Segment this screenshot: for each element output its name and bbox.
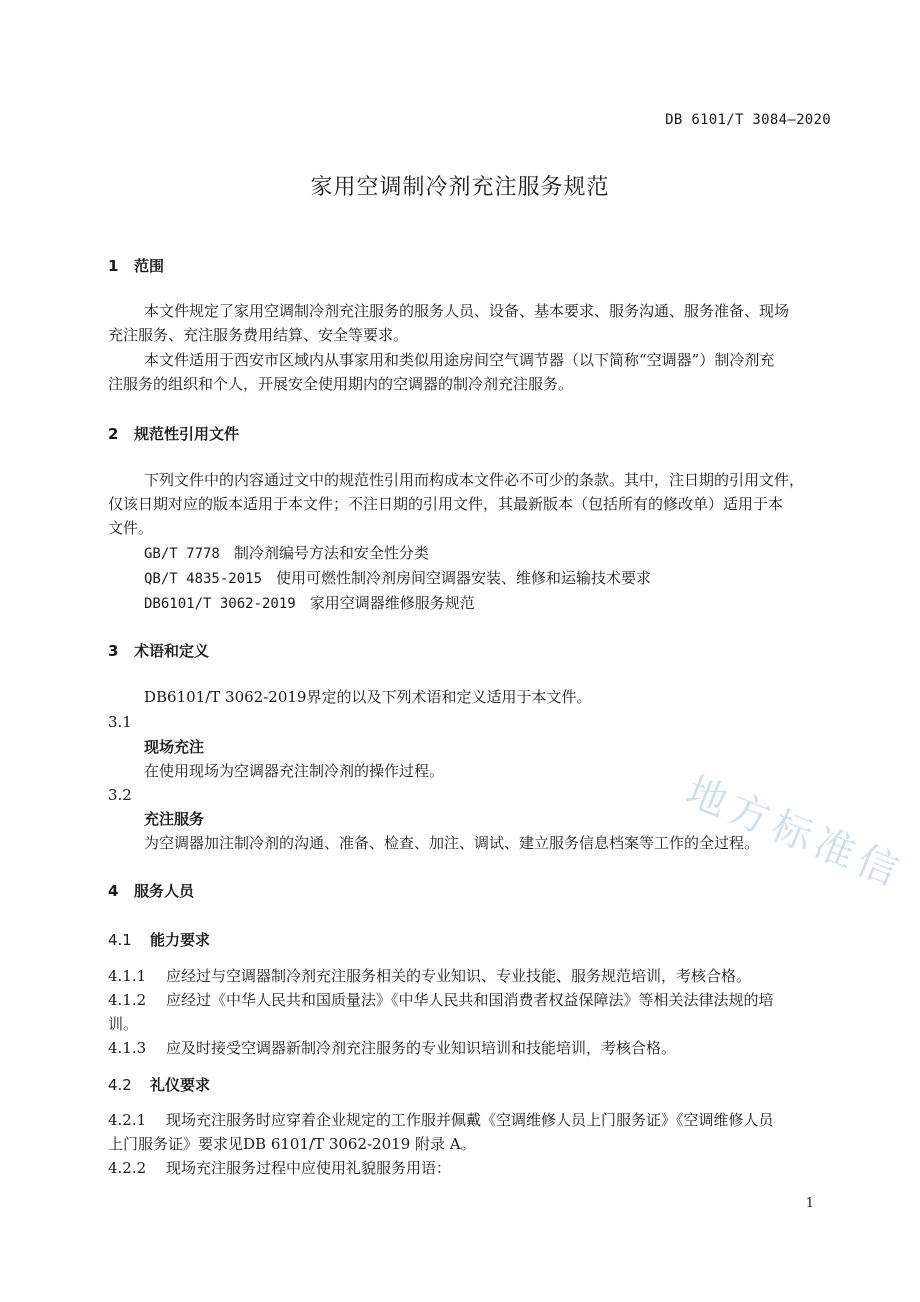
term-definition: 在使用现场为空调器充注制冷剂的操作过程。 (144, 762, 445, 780)
section-number: 3 (108, 642, 119, 660)
clause-4-2-2 (108, 1157, 451, 1180)
clause-text: 现场充注服务过程中应使用礼貌服务用语： (166, 1159, 452, 1177)
section-2-heading (108, 423, 239, 444)
clause-4-2-1 (108, 1109, 774, 1132)
clause-number: 4.2.2 (108, 1159, 147, 1177)
paragraph-line: 本文件规定了家用空调制冷剂充注服务的服务人员、设备、基本要求、服务沟通、服务准备、现场 (144, 302, 790, 320)
paragraph-line: 文件。 (108, 519, 154, 537)
subsection-title: 礼仪要求 (150, 1076, 211, 1094)
term-number: 3.2 (108, 786, 132, 804)
term-name: 充注服务 (144, 810, 205, 828)
paragraph-line: 上门服务证》要求见DB 6101/T 3062-2019 附录 A。 (108, 1135, 476, 1153)
section-1-heading (108, 255, 164, 276)
reference-code: GB/T 7778 (144, 546, 220, 562)
section-number: 2 (108, 425, 119, 443)
term-name: 现场充注 (144, 738, 205, 756)
clause-number: 4.1.1 (108, 967, 147, 985)
subsection-number: 4.1 (108, 931, 132, 949)
reference-code: QB/T 4835-2015 (144, 571, 263, 587)
section-3-heading (108, 640, 209, 661)
term-number: 3.1 (108, 713, 132, 731)
paragraph-line: DB6101/T 3062-2019界定的以及下列术语和定义适用于本文件。 (144, 688, 592, 706)
clause-number: 4.2.1 (108, 1111, 147, 1129)
standard-code: DB 6101/T 3084—2020 (665, 112, 831, 128)
subsection-title: 能力要求 (150, 931, 211, 949)
section-title: 规范性引用文件 (134, 425, 240, 443)
section-number: 4 (108, 882, 119, 900)
clause-text: 现场充注服务时应穿着企业规定的工作服并佩戴《空调维修人员上门服务证》《空调维修人员 (166, 1111, 774, 1129)
clause-4-1-1 (108, 965, 751, 988)
clause-text: 应经过与空调器制冷剂充注服务相关的专业知识、专业技能、服务规范培训，考核合格。 (166, 967, 752, 985)
subsection-4-1-heading (108, 929, 210, 950)
paragraph-line: 充注服务、充注服务费用结算、安全等要求。 (108, 326, 409, 344)
paragraph-line: 注服务的组织和个人，开展安全使用期内的空调器的制冷剂充注服务。 (108, 375, 574, 393)
section-title: 服务人员 (134, 882, 195, 900)
term-definition: 为空调器加注制冷剂的沟通、准备、检查、加注、调试、建立服务信息档案等工作的全过程。 (144, 834, 760, 852)
reference-item (144, 567, 651, 591)
section-title: 术语和定义 (134, 642, 210, 660)
subsection-number: 4.2 (108, 1076, 132, 1094)
watermark: 地方标准信 (679, 768, 910, 898)
reference-title: 家用空调器维修服务规范 (309, 594, 475, 612)
section-title: 范围 (134, 257, 165, 275)
paragraph-line: 下列文件中的内容通过文中的规范性引用而构成本文件必不可少的条款。其中，注日期的引用文件， (144, 471, 805, 489)
reference-item (144, 592, 475, 616)
clause-4-1-3 (108, 1037, 676, 1060)
paragraph-line: 仅该日期对应的版本适用于本文件；不注日期的引用文件，其最新版本（包括所有的修改单）适用于本 (108, 495, 784, 513)
paragraph-line: 训。 (108, 1015, 139, 1033)
paragraph-line: 本文件适用于西安市区域内从事家用和类似用途房间空气调节器（以下简称“空调器”）制冷剂充 (144, 351, 775, 369)
clause-number: 4.1.2 (108, 991, 147, 1009)
subsection-4-2-heading (108, 1074, 210, 1095)
clause-4-1-2 (108, 989, 774, 1012)
section-4-heading (108, 880, 194, 901)
section-number: 1 (108, 257, 119, 275)
clause-number: 4.1.3 (108, 1039, 147, 1057)
document-title: 家用空调制冷剂充注服务规范 (310, 175, 610, 200)
clause-text: 应经过《中华人民共和国质量法》《中华人民共和国消费者权益保障法》等相关法律法规的培 (166, 991, 774, 1009)
page-number: 1 (805, 1196, 814, 1211)
reference-title: 使用可燃性制冷剂房间空调器安装、维修和运输技术要求 (276, 569, 652, 587)
clause-text: 应及时接受空调器新制冷剂充注服务的专业知识培训和技能培训，考核合格。 (166, 1039, 677, 1057)
reference-title: 制冷剂编号方法和安全性分类 (233, 544, 429, 562)
reference-item (144, 542, 429, 566)
reference-code: DB6101/T 3062-2019 (144, 596, 296, 612)
